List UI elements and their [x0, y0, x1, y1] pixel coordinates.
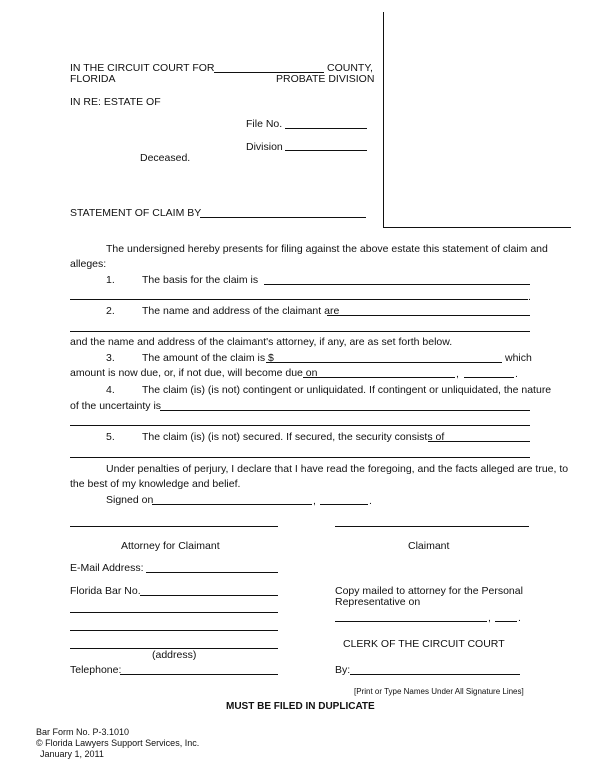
bar-no-label: Florida Bar No.	[70, 585, 141, 597]
due-date-comma: ,	[456, 368, 459, 380]
clerk-signature-line[interactable]	[350, 674, 520, 675]
intro-line-2: alleges:	[70, 258, 107, 270]
bar-no-field[interactable]	[140, 595, 278, 596]
basis-field-cont[interactable]	[70, 299, 528, 300]
address-label: (address)	[152, 649, 197, 661]
claimant-name-field[interactable]	[200, 217, 366, 218]
form-number: Bar Form No. P-3.1010	[36, 727, 130, 737]
mailed-year-field[interactable]	[495, 621, 517, 622]
division-label: Division	[246, 141, 283, 153]
security-field[interactable]	[428, 441, 530, 442]
item-3-which: which	[505, 352, 532, 364]
item-5-number: 5.	[106, 431, 115, 443]
court-prefix: IN THE CIRCUIT COURT FOR	[70, 62, 215, 74]
signed-on-label: Signed on	[106, 494, 154, 506]
telephone-label: Telephone:	[70, 664, 122, 676]
mailed-year-period: .	[518, 612, 521, 624]
due-year-period: .	[515, 368, 518, 380]
item-4-label: The claim (is) (is not) contingent or unliquidated. If contingent or unliquidated, the nature	[142, 384, 552, 396]
clerk-label: CLERK OF THE CIRCUIT COURT	[343, 638, 505, 650]
item-2-continuation: and the name and address of the claimant's attorney, if any, are as set forth below.	[70, 336, 453, 348]
perjury-line-2: the best of my knowledge and belief.	[70, 478, 241, 490]
signed-year-field[interactable]	[320, 504, 368, 505]
stamp-box-left-border	[383, 12, 384, 228]
copy-mailed-line-1: Copy mailed to attorney for the Personal	[335, 585, 523, 597]
item-2-label: The name and address of the claimant are	[142, 305, 340, 317]
claimant-address-field-cont[interactable]	[70, 331, 530, 332]
by-label: By:	[335, 664, 351, 676]
signed-date-field[interactable]	[152, 504, 312, 505]
form-date: January 1, 2011	[40, 749, 104, 759]
mailed-date-field[interactable]	[335, 621, 487, 622]
file-no-field[interactable]	[285, 128, 367, 129]
file-no-label: File No.	[246, 118, 283, 130]
item-2-number: 2.	[106, 305, 115, 317]
attorney-address-line-1[interactable]	[70, 612, 278, 613]
state-label: FLORIDA	[70, 73, 116, 85]
signed-date-comma: ,	[313, 495, 316, 507]
claimant-label: Claimant	[408, 540, 450, 552]
mailed-date-comma: ,	[488, 612, 491, 624]
claimant-address-field[interactable]	[327, 315, 530, 316]
item-1-label: The basis for the claim is	[142, 274, 259, 286]
stamp-box-bottom-border	[383, 227, 571, 228]
security-field-cont[interactable]	[70, 457, 530, 458]
perjury-line-1: Under penalties of perjury, I declare that I have read the foregoing, and the facts alleged are true, to	[106, 463, 569, 475]
attorney-signature-line[interactable]	[70, 526, 278, 527]
county-label: COUNTY,	[327, 62, 373, 74]
signed-year-period: .	[369, 495, 372, 507]
item-3-continuation: amount is now due, or, if not due, will become due on	[70, 367, 318, 379]
in-re-label: IN RE: ESTATE OF	[70, 96, 161, 108]
telephone-field[interactable]	[120, 674, 278, 675]
uncertainty-field[interactable]	[160, 410, 530, 411]
item-3-number: 3.	[106, 352, 115, 364]
claimant-signature-line[interactable]	[335, 526, 529, 527]
attorney-address-line-2[interactable]	[70, 630, 278, 631]
item-4-continuation: of the uncertainty is	[70, 400, 162, 412]
print-names-note: [Print or Type Names Under All Signature Lines]	[354, 687, 524, 696]
must-file-notice: MUST BE FILED IN DUPLICATE	[226, 701, 375, 712]
item-1-number: 1.	[106, 274, 115, 286]
email-field[interactable]	[146, 572, 278, 573]
copyright: © Florida Lawyers Support Services, Inc.	[36, 738, 200, 748]
attorney-label: Attorney for Claimant	[121, 540, 220, 552]
item-4-number: 4.	[106, 384, 115, 396]
due-date-field[interactable]	[303, 377, 455, 378]
item-5-label: The claim (is) (is not) secured. If secured, the security consists of	[142, 431, 445, 443]
basis-period: .	[528, 291, 531, 303]
deceased-label: Deceased.	[140, 152, 191, 164]
email-label: E-Mail Address:	[70, 562, 144, 574]
basis-field[interactable]	[264, 284, 530, 285]
division-heading: PROBATE DIVISION	[276, 73, 375, 85]
intro-line-1: The undersigned hereby presents for filing against the above estate this statement of claim and	[106, 243, 548, 255]
item-3-label: The amount of the claim is $	[142, 352, 274, 364]
statement-title: STATEMENT OF CLAIM BY	[70, 207, 202, 219]
division-field[interactable]	[285, 150, 367, 151]
uncertainty-field-cont[interactable]	[70, 425, 530, 426]
copy-mailed-line-2: Representative on	[335, 596, 421, 608]
due-year-field[interactable]	[464, 377, 514, 378]
amount-field[interactable]	[266, 362, 502, 363]
